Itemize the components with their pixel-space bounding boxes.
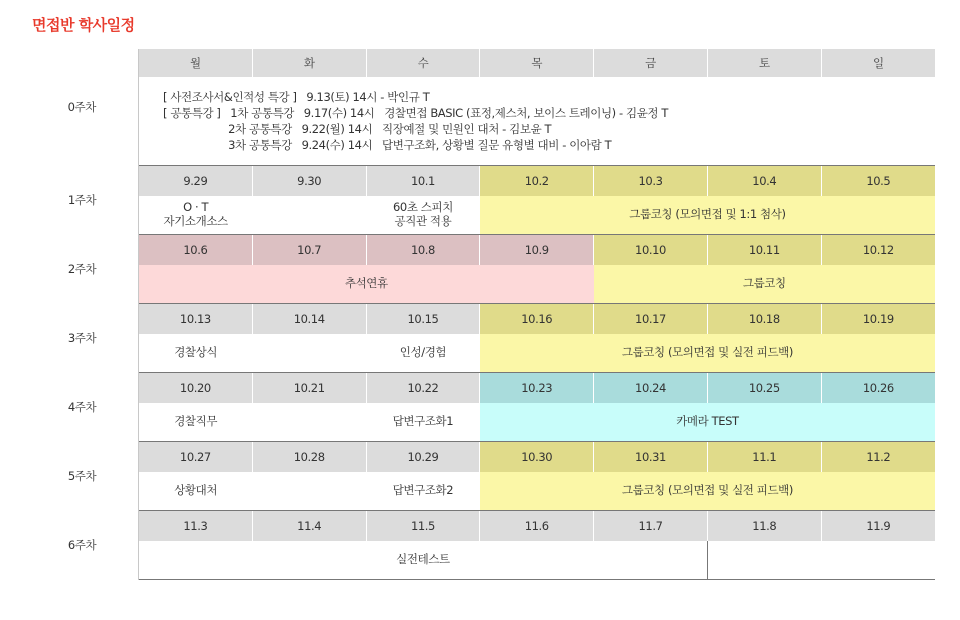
- day-header: 토: [707, 49, 821, 77]
- day-header: 월: [139, 49, 253, 77]
- week0-notes-row: [26, 77, 936, 166]
- activity-line: 자기소개소스: [163, 214, 228, 228]
- date-cell: 10.28: [252, 442, 366, 473]
- group-coaching-block: 그룹코칭 (모의면접 및 실전 피드백): [480, 334, 935, 373]
- date-cell: 10.14: [252, 304, 366, 335]
- week-label: 3주차: [26, 304, 139, 373]
- date-cell: 11.3: [139, 511, 253, 542]
- week2-activity-row: [26, 265, 936, 304]
- activity-cell: [139, 196, 253, 235]
- date-cell: 10.8: [366, 235, 480, 266]
- date-cell: 10.21: [252, 373, 366, 404]
- date-cell: 10.18: [707, 304, 821, 335]
- day-header-row: [26, 49, 936, 77]
- notes-line: 3차 공통특강 9.24(수) 14시 답변구조화, 상황별 질문 유형별 대비 - 이아람 T: [163, 138, 612, 152]
- date-cell: 10.30: [480, 442, 594, 473]
- date-cell: 10.29: [366, 442, 480, 473]
- notes-line: 2차 공통특강 9.22(월) 14시 직장예절 및 민원인 대처 - 김보윤 T: [163, 122, 552, 136]
- notes-line: [ 사전조사서&인적성 특강 ] 9.13(토) 14시 - 박인규 T: [163, 90, 430, 104]
- date-cell: 10.20: [139, 373, 253, 404]
- date-cell: 10.11: [707, 235, 821, 266]
- group-coaching-block: 그룹코칭 (모의면접 및 1:1 첨삭): [480, 196, 935, 235]
- date-cell: 11.2: [821, 442, 935, 473]
- activity-cell-empty: [252, 472, 366, 511]
- date-cell: 10.9: [480, 235, 594, 266]
- week6-activity-row: [26, 541, 936, 580]
- activity-line: 공직관 적용: [394, 214, 452, 228]
- activity-cell-empty: [252, 403, 366, 442]
- activity-cell-empty: [252, 334, 366, 373]
- date-cell: 10.17: [594, 304, 708, 335]
- date-cell: 10.31: [594, 442, 708, 473]
- activity-line: O · T: [183, 200, 209, 215]
- date-cell: 11.8: [707, 511, 821, 542]
- date-cell: 11.7: [594, 511, 708, 542]
- week-label: 4주차: [26, 373, 139, 442]
- week1-date-row: [26, 166, 936, 197]
- date-cell: 10.3: [594, 166, 708, 197]
- date-cell: 10.23: [480, 373, 594, 404]
- date-cell: 11.5: [366, 511, 480, 542]
- activity-cell: 상황대처: [139, 472, 253, 511]
- activity-cell-empty: [821, 541, 935, 580]
- day-header: 일: [821, 49, 935, 77]
- holiday-block: 추석연휴: [139, 265, 594, 304]
- day-header: 금: [594, 49, 708, 77]
- day-header: 목: [480, 49, 594, 77]
- week3-activity-row: [26, 334, 936, 373]
- date-cell: 10.26: [821, 373, 935, 404]
- page-title: 면접반 학사일정: [32, 16, 135, 34]
- week4-activity-row: [26, 403, 936, 442]
- date-cell: 10.15: [366, 304, 480, 335]
- date-cell: 10.4: [707, 166, 821, 197]
- date-cell: 9.30: [252, 166, 366, 197]
- week1-activity-row: [26, 196, 936, 235]
- schedule-table: [25, 49, 935, 580]
- date-cell: 10.27: [139, 442, 253, 473]
- day-header: 화: [252, 49, 366, 77]
- day-header: 수: [366, 49, 480, 77]
- activity-cell: 인성/경험: [366, 334, 480, 373]
- date-cell: 11.4: [252, 511, 366, 542]
- date-cell: 10.24: [594, 373, 708, 404]
- week-label: 5주차: [26, 442, 139, 511]
- date-cell: 10.2: [480, 166, 594, 197]
- notes-line: [ 공통특강 ] 1차 공통특강 9.17(수) 14시 경찰면접 BASIC (표정,제스처, 보이스 트레이닝) - 김윤정 T: [163, 106, 669, 120]
- date-cell: 11.1: [707, 442, 821, 473]
- date-cell: 10.12: [821, 235, 935, 266]
- week-label: 1주차: [26, 166, 139, 235]
- activity-cell-empty: [707, 541, 821, 580]
- week6-date-row: [26, 511, 936, 542]
- activity-cell: 경찰상식: [139, 334, 253, 373]
- date-cell: 10.7: [252, 235, 366, 266]
- special-lectures: [139, 77, 936, 166]
- date-cell: 11.9: [821, 511, 935, 542]
- date-cell: 10.22: [366, 373, 480, 404]
- group-coaching-block: 그룹코칭 (모의면접 및 실전 피드백): [480, 472, 935, 511]
- date-cell: 10.5: [821, 166, 935, 197]
- week-label: 6주차: [26, 511, 139, 580]
- activity-cell: 답변구조화2: [366, 472, 480, 511]
- week-label: 2주차: [26, 235, 139, 304]
- date-cell: 10.16: [480, 304, 594, 335]
- week5-activity-row: [26, 472, 936, 511]
- date-cell: 10.1: [366, 166, 480, 197]
- activity-cell-empty: [252, 196, 366, 235]
- date-cell: 11.6: [480, 511, 594, 542]
- week-label: 0주차: [26, 49, 139, 166]
- week3-date-row: [26, 304, 936, 335]
- date-cell: 9.29: [139, 166, 253, 197]
- week2-date-row: [26, 235, 936, 266]
- final-test-block: 실전테스트: [139, 541, 708, 580]
- week5-date-row: [26, 442, 936, 473]
- activity-line: 60초 스피치: [392, 200, 453, 215]
- group-coaching-block: 그룹코칭: [594, 265, 935, 304]
- date-cell: 10.19: [821, 304, 935, 335]
- date-cell: 10.25: [707, 373, 821, 404]
- activity-cell: 경찰직무: [139, 403, 253, 442]
- activity-cell: [366, 196, 480, 235]
- date-cell: 10.13: [139, 304, 253, 335]
- date-cell: 10.10: [594, 235, 708, 266]
- activity-cell: 답변구조화1: [366, 403, 480, 442]
- date-cell: 10.6: [139, 235, 253, 266]
- camera-test-block: 카메라 TEST: [480, 403, 935, 442]
- week4-date-row: [26, 373, 936, 404]
